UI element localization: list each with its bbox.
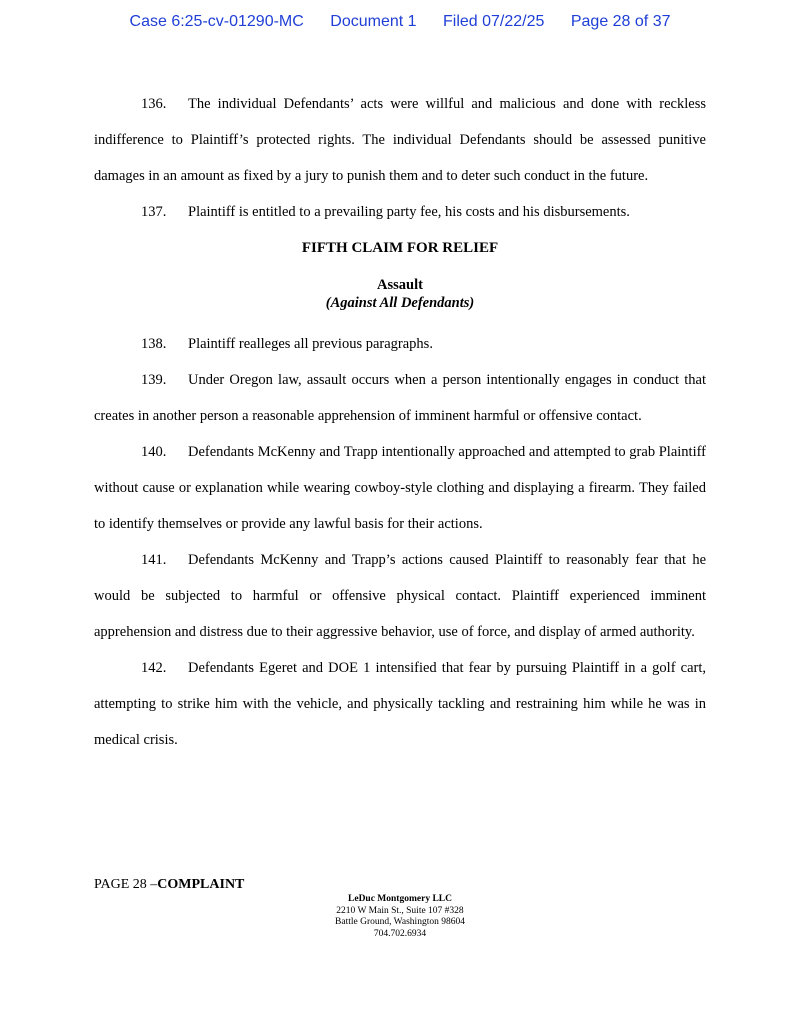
paragraph-136 <box>94 86 706 194</box>
paragraph-text: Defendants McKenny and Trapp’s actions caused Plaintiff to reasonably fear that he would be subjected to harmful or offensive physical contact. Plaintiff experienced imminent apprehension and distress due to their aggressive behavior, use of force, and display of armed authority. <box>94 552 706 640</box>
paragraph-142 <box>94 650 706 758</box>
footer-page-prefix: PAGE 28 – <box>94 877 158 892</box>
paragraph-text: Plaintiff realleges all previous paragraphs. <box>188 336 433 352</box>
paragraph-text: The individual Defendants’ acts were willful and malicious and done with reckless indifference to Plaintiff’s protected rights. The individual Defendants should be assessed punitive damages in an amount as fixed by a jury to punish them and to deter such conduct in the future. <box>94 96 706 184</box>
paragraph-number: 139. <box>141 372 167 388</box>
paragraph-text: Under Oregon law, assault occurs when a person intentionally engages in conduct that creates in another person a reasonable apprehension of imminent harmful or offensive contact. <box>94 372 706 424</box>
paragraph-138 <box>94 326 706 362</box>
document-body <box>94 86 706 758</box>
footer-document-title: COMPLAINT <box>157 877 245 892</box>
firm-address-line1: 2210 W Main St., Suite 107 #328 <box>336 905 464 916</box>
claim-subtitle: (Against All Defendants) <box>325 295 475 311</box>
paragraph-139 <box>94 362 706 434</box>
claim-title-block <box>94 266 706 326</box>
filed-date: Filed 07/22/25 <box>442 13 545 30</box>
firm-phone: 704.702.6934 <box>373 928 427 939</box>
paragraph-137 <box>94 194 706 230</box>
paragraph-text: Plaintiff is entitled to a prevailing party fee, his costs and his disbursements. <box>188 204 630 220</box>
paragraph-number: 136. <box>141 96 167 112</box>
paragraph-140 <box>94 434 706 542</box>
paragraph-number: 137. <box>141 204 167 220</box>
case-number: Case 6:25-cv-01290-MC <box>129 13 304 30</box>
paragraph-text: Defendants Egeret and DOE 1 intensified that fear by pursuing Plaintiff in a golf cart, attempting to strike him with the vehicle, and physically tackling and restraining him while he was in medical crisis. <box>94 660 706 748</box>
paragraph-number: 142. <box>141 660 167 676</box>
claim-title: Assault <box>377 277 423 293</box>
firm-address-line2: Battle Ground, Washington 98604 <box>335 917 465 927</box>
page-of-pages: Page 28 of 37 <box>570 13 671 30</box>
case-header <box>0 13 800 31</box>
claim-heading: FIFTH CLAIM FOR RELIEF <box>301 240 499 256</box>
paragraph-text: Defendants McKenny and Trapp intentionally approached and attempted to grab Plaintiff without cause or explanation while wearing cowboy-style clothing and displaying a firearm. They failed to identify themselves or provide any lawful basis for their actions. <box>94 444 706 532</box>
firm-block <box>0 894 800 940</box>
firm-name: LeDuc Montgomery LLC <box>348 894 452 904</box>
paragraph-number: 138. <box>141 336 167 352</box>
paragraph-141 <box>94 542 706 650</box>
paragraph-number: 141. <box>141 552 167 568</box>
paragraph-number: 140. <box>141 444 167 460</box>
page-footer-label <box>94 877 244 893</box>
document-number: Document 1 <box>330 13 417 30</box>
